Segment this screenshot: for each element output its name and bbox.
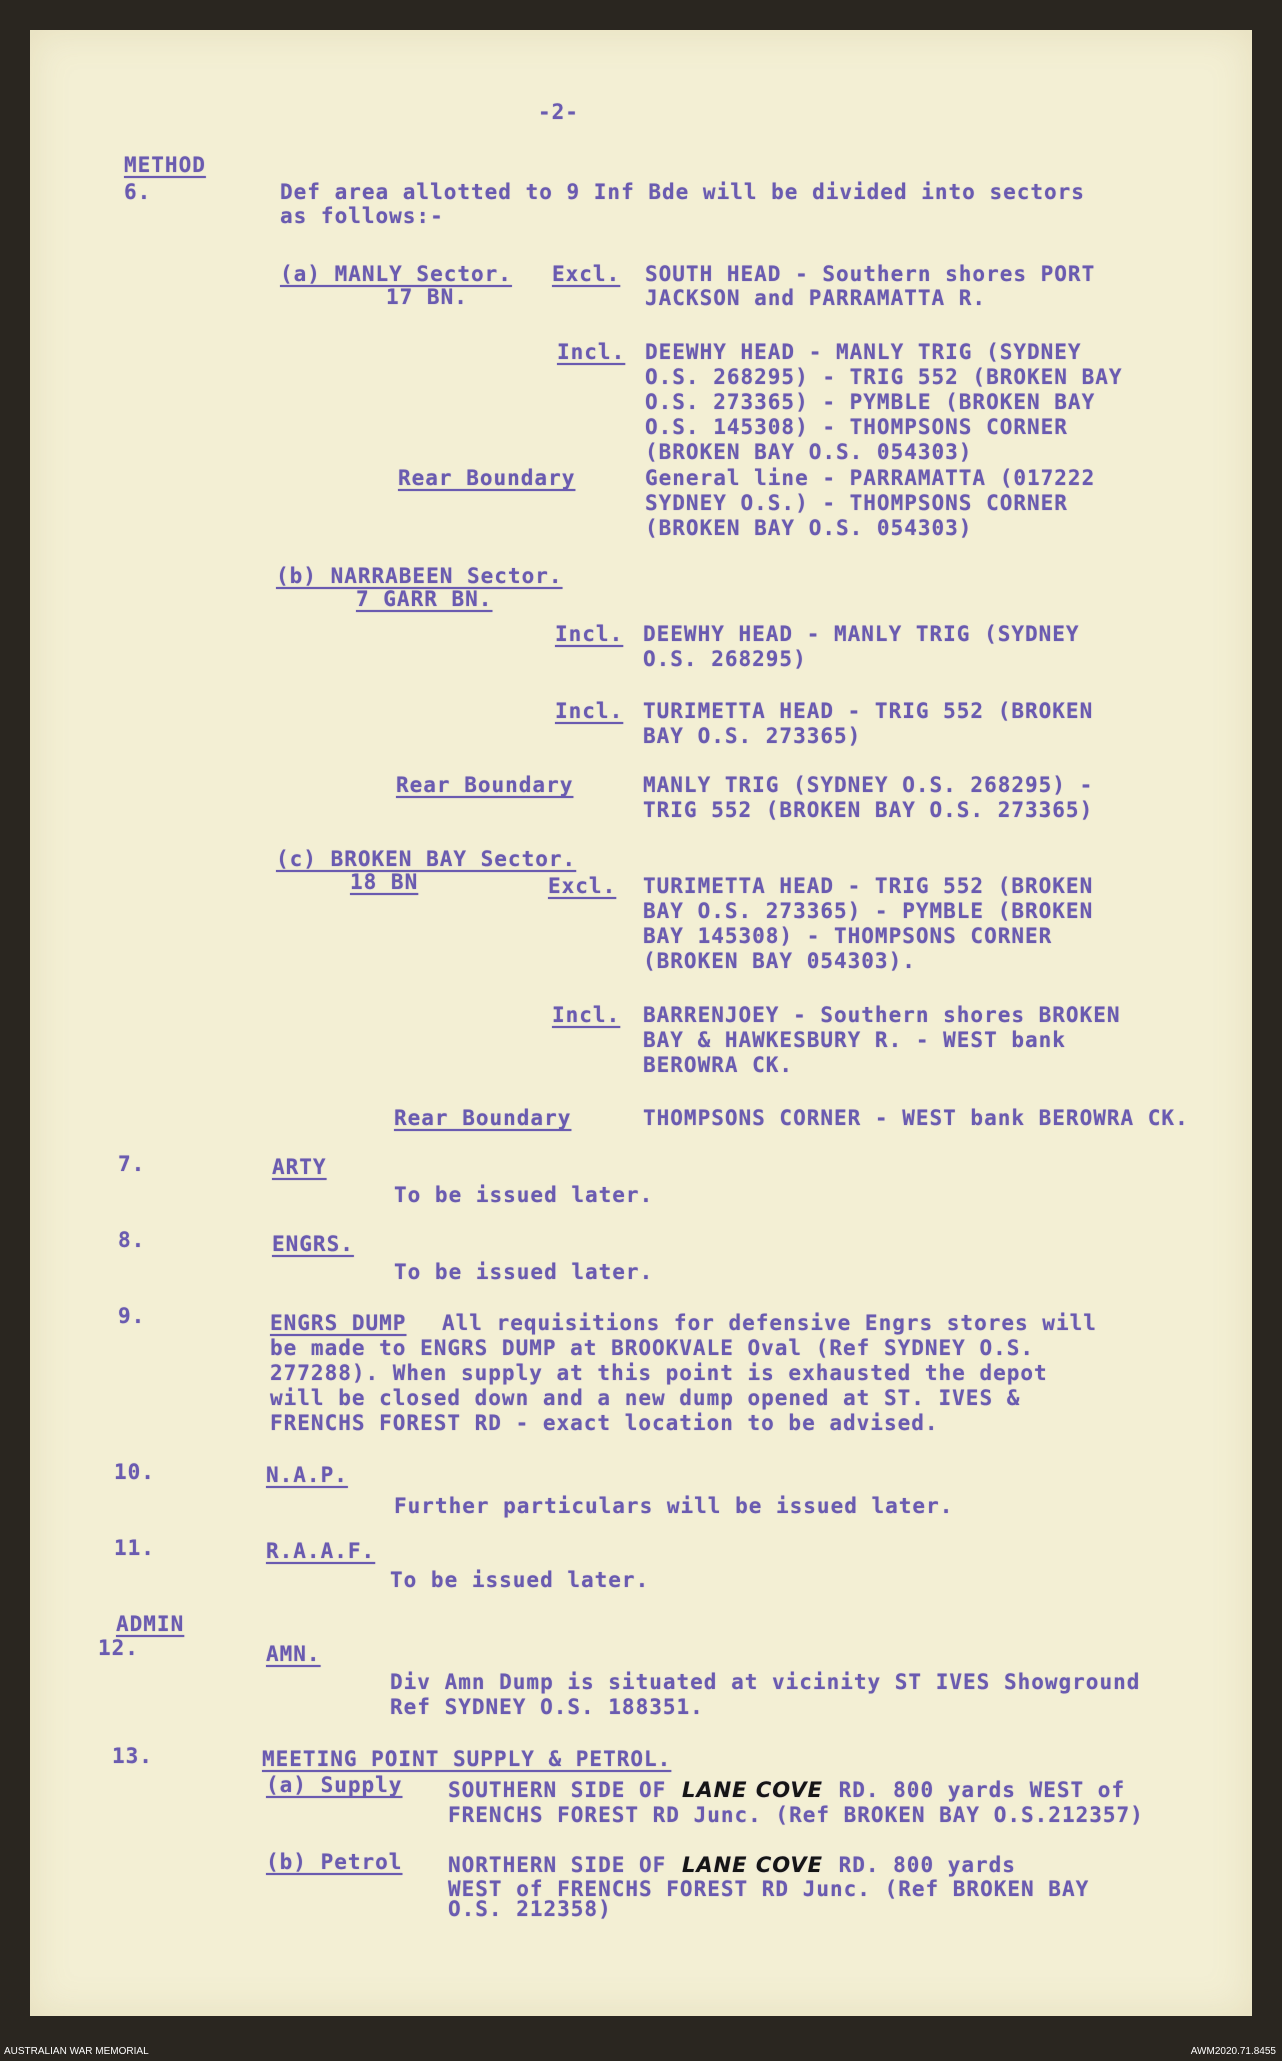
- narrabeen-incl1-label: Incl.: [555, 622, 624, 646]
- section-8-number: 8.: [118, 1228, 146, 1252]
- section-10-number: 10.: [114, 1460, 155, 1484]
- section-12-number: 12.: [98, 1636, 139, 1660]
- section-9-line: will be closed down and a new dump opened at ST. IVES &: [270, 1386, 1021, 1410]
- manly-excl-line: JACKSON and PARRAMATTA R.: [645, 286, 987, 310]
- narrabeen-rear-line: MANLY TRIG (SYDNEY O.S. 268295) -: [643, 773, 1094, 797]
- supply-line1: [448, 1778, 1125, 1802]
- manly-incl-line: DEEWHY HEAD - MANLY TRIG (SYDNEY: [645, 340, 1082, 364]
- method-heading: METHOD: [124, 153, 206, 177]
- manly-incl-label: Incl.: [557, 340, 626, 364]
- section-10-heading: N.A.P.: [266, 1463, 348, 1487]
- section-11-number: 11.: [114, 1536, 155, 1560]
- broken-bay-excl-label: Excl.: [548, 874, 617, 898]
- section-8-text: To be issued later.: [394, 1260, 654, 1284]
- manly-sector-unit: 17 BN.: [386, 285, 468, 309]
- narrabeen-incl1-line: DEEWHY HEAD - MANLY TRIG (SYDNEY: [643, 622, 1080, 646]
- narrabeen-incl2-label: Incl.: [555, 699, 624, 723]
- handwritten-lane-cove: LANE COVE: [681, 1853, 823, 1877]
- section-8-heading: ENGRS.: [272, 1232, 354, 1256]
- petrol-line3: O.S. 212358): [448, 1897, 612, 1921]
- broken-bay-excl-line: (BROKEN BAY 054303).: [643, 949, 916, 973]
- section-7-text: To be issued later.: [394, 1183, 654, 1207]
- section-9-line: FRENCHS FOREST RD - exact location to be advised.: [270, 1411, 939, 1435]
- section-9-number: 9.: [118, 1304, 146, 1328]
- section-9-line: be made to ENGRS DUMP at BROOKVALE Oval (Ref SYDNEY O.S.: [270, 1336, 1035, 1360]
- section-13-number: 13.: [112, 1744, 153, 1768]
- narrabeen-rear-boundary-label: Rear Boundary: [396, 773, 574, 797]
- narrabeen-rear-line: TRIG 552 (BROKEN BAY O.S. 273365): [643, 798, 1094, 822]
- section-12-line: Div Amn Dump is situated at vicinity ST IVES Showground: [390, 1670, 1141, 1694]
- supply-text-post: RD. 800 yards WEST of: [838, 1778, 1126, 1802]
- section-13-heading: MEETING POINT SUPPLY & PETROL.: [262, 1747, 672, 1771]
- section-6-intro-line1: Def area allotted to 9 Inf Bde will be divided into sectors: [280, 180, 1085, 204]
- section-11-text: To be issued later.: [390, 1568, 650, 1592]
- manly-excl-label: Excl.: [552, 262, 621, 286]
- manly-rear-line: General line - PARRAMATTA (017222: [645, 466, 1096, 490]
- narrabeen-incl2-line: TURIMETTA HEAD - TRIG 552 (BROKEN: [643, 699, 1094, 723]
- petrol-line1: [448, 1853, 1016, 1877]
- section-10-text: Further particulars will be issued later.: [394, 1494, 954, 1518]
- section-9-line: 277288). When supply at this point is exhausted the depot: [270, 1361, 1048, 1385]
- section-11-heading: R.A.A.F.: [266, 1539, 376, 1563]
- section-9-heading: ENGRS DUMP: [270, 1311, 407, 1335]
- broken-bay-incl-label: Incl.: [552, 1003, 621, 1027]
- broken-bay-excl-line: BAY 145308) - THOMPSONS CORNER: [643, 924, 1053, 948]
- narrabeen-sector-unit: 7 GARR BN.: [356, 587, 493, 611]
- broken-bay-incl-line: BAY & HAWKESBURY R. - WEST bank: [643, 1028, 1066, 1052]
- narrabeen-sector-label: (b) NARRABEEN Sector.: [276, 564, 563, 588]
- admin-heading: ADMIN: [116, 1612, 185, 1636]
- manly-sector-label: (a) MANLY Sector.: [280, 262, 512, 286]
- section-7-heading: ARTY: [272, 1155, 327, 1179]
- narrabeen-incl2-line: BAY O.S. 273365): [643, 724, 862, 748]
- broken-bay-excl-line: TURIMETTA HEAD - TRIG 552 (BROKEN: [643, 874, 1094, 898]
- broken-bay-rear-line: THOMPSONS CORNER - WEST bank BEROWRA CK.: [643, 1106, 1189, 1130]
- section-12-heading: AMN.: [266, 1642, 321, 1666]
- manly-excl-line: SOUTH HEAD - Southern shores PORT: [645, 262, 1096, 286]
- manly-incl-line: (BROKEN BAY O.S. 054303): [645, 440, 973, 464]
- manly-rear-line: SYDNEY O.S.) - THOMPSONS CORNER: [645, 491, 1068, 515]
- petrol-label: (b) Petrol: [266, 1850, 403, 1874]
- broken-bay-rear-boundary-label: Rear Boundary: [394, 1106, 572, 1130]
- petrol-line2: WEST of FRENCHS FOREST RD Junc. (Ref BROKEN BAY: [448, 1877, 1090, 1901]
- section-12-line: Ref SYDNEY O.S. 188351.: [390, 1695, 704, 1719]
- manly-incl-line: O.S. 268295) - TRIG 552 (BROKEN BAY: [645, 365, 1123, 389]
- broken-bay-sector-unit: 18 BN: [350, 870, 419, 894]
- manly-incl-line: O.S. 273365) - PYMBLE (BROKEN BAY: [645, 390, 1096, 414]
- supply-text-pre: SOUTHERN SIDE OF: [448, 1778, 667, 1802]
- petrol-text-pre: NORTHERN SIDE OF: [448, 1853, 667, 1877]
- section-6-intro-line2: as follows:-: [280, 204, 444, 228]
- broken-bay-sector-label: (c) BROKEN BAY Sector.: [276, 847, 577, 871]
- section-9-line: All requisitions for defensive Engrs stores will: [442, 1311, 1097, 1335]
- supply-label: (a) Supply: [266, 1773, 403, 1797]
- manly-rear-boundary-label: Rear Boundary: [398, 466, 576, 490]
- manly-rear-line: (BROKEN BAY O.S. 054303): [645, 516, 973, 540]
- manly-incl-line: O.S. 145308) - THOMPSONS CORNER: [645, 415, 1068, 439]
- handwritten-lane-cove: LANE COVE: [681, 1778, 823, 1802]
- narrabeen-incl1-line: O.S. 268295): [643, 647, 807, 671]
- page-number: -2-: [538, 100, 579, 124]
- petrol-text-post: RD. 800 yards: [838, 1853, 1016, 1877]
- broken-bay-incl-line: BEROWRA CK.: [643, 1053, 794, 1077]
- broken-bay-incl-line: BARRENJOEY - Southern shores BROKEN: [643, 1003, 1121, 1027]
- footer-archive-name: AUSTRALIAN WAR MEMORIAL: [4, 2046, 149, 2057]
- section-6-number: 6.: [124, 180, 152, 204]
- supply-line2: FRENCHS FOREST RD Junc. (Ref BROKEN BAY O.S.212357): [448, 1803, 1144, 1827]
- footer-catalogue-id: AWM2020.71.8455: [1190, 2046, 1276, 2057]
- section-7-number: 7.: [118, 1152, 146, 1176]
- broken-bay-excl-line: BAY O.S. 273365) - PYMBLE (BROKEN: [643, 899, 1094, 923]
